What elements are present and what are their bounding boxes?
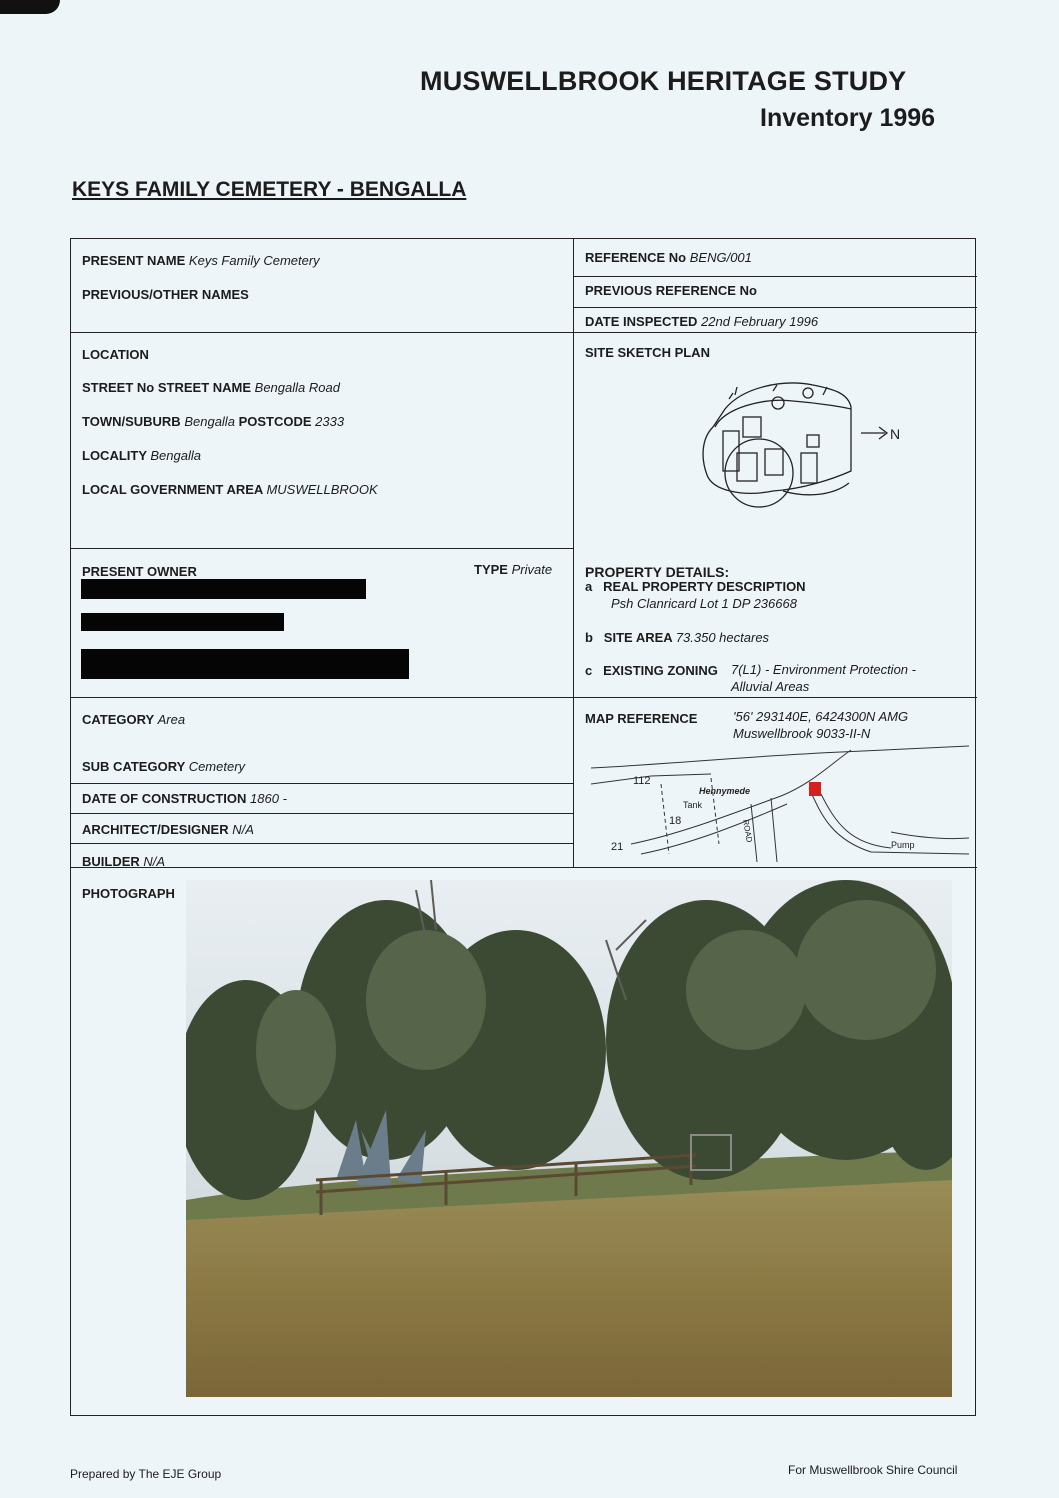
prop-b-letter: b <box>585 630 593 645</box>
map-site-marker <box>809 782 821 796</box>
locality-value: Bengalla <box>150 448 201 463</box>
map-label-18: 18 <box>669 815 682 827</box>
builder-value: N/A <box>143 854 166 869</box>
architect-value: N/A <box>232 822 254 837</box>
prepared-by: Prepared by The EJE Group <box>70 1467 222 1481</box>
builder-field <box>82 854 165 869</box>
category-value: Area <box>157 712 186 727</box>
type-value: Private <box>511 562 553 577</box>
row-divider <box>71 548 573 549</box>
map-label-tank: Tank <box>683 800 703 810</box>
date-inspected-value: 22nd February 1996 <box>701 314 819 329</box>
builder-label: BUILDER <box>82 854 140 869</box>
street-no-label: STREET No <box>82 380 155 395</box>
date-inspected-label: DATE INSPECTED <box>585 314 698 329</box>
locality-label: LOCALITY <box>82 448 147 463</box>
date-inspected-field <box>585 314 818 329</box>
town-value: Bengalla <box>184 414 235 429</box>
street-name-value: Bengalla Road <box>254 380 340 395</box>
map-label-pump: Pump <box>891 840 915 850</box>
town-field <box>82 414 344 429</box>
category-label: CATEGORY <box>82 712 154 727</box>
prop-c-label: EXISTING ZONING <box>603 663 718 678</box>
locality-field <box>82 448 201 463</box>
street-field <box>82 380 340 395</box>
redaction-bar <box>81 579 366 599</box>
site-sketch-plan <box>683 379 913 519</box>
row-divider <box>71 867 977 868</box>
reference-field <box>585 250 752 265</box>
postcode-label: POSTCODE <box>238 414 312 429</box>
map-ref-label: MAP REFERENCE <box>585 711 698 726</box>
map-label-road: ROAD <box>741 818 754 844</box>
type-field <box>474 562 552 577</box>
north-arrow-label: N <box>890 426 901 442</box>
property-label: PROPERTY DETAILS: <box>585 564 730 580</box>
architect-label: ARCHITECT/DESIGNER <box>82 822 229 837</box>
lga-value: MUSWELLBROOK <box>266 482 378 497</box>
prop-c-value-line1: 7(L1) - Environment Protection - <box>731 662 916 677</box>
prop-c-field <box>585 663 718 678</box>
construction-label: DATE OF CONSTRUCTION <box>82 791 247 806</box>
row-divider <box>573 307 977 308</box>
construction-field <box>82 791 287 806</box>
present-name-value: Keys Family Cemetery <box>188 253 320 268</box>
subcategory-label: SUB CATEGORY <box>82 759 186 774</box>
row-divider <box>71 783 573 784</box>
postcode-value: 2333 <box>315 414 345 429</box>
prop-a-field <box>585 579 806 594</box>
row-divider <box>71 843 573 844</box>
map-label-hennymede: Hennymede <box>699 786 751 796</box>
subcategory-value: Cemetery <box>188 759 246 774</box>
prop-b-field <box>585 630 769 645</box>
owner-label: PRESENT OWNER <box>82 564 197 579</box>
prop-a-letter: a <box>585 579 593 594</box>
inventory-title: Inventory 1996 <box>760 104 936 132</box>
map-label-21: 21 <box>611 841 624 853</box>
prev-reference-label: PREVIOUS REFERENCE No <box>585 283 757 298</box>
architect-field <box>82 822 254 837</box>
scan-corner-mark <box>0 0 60 14</box>
row-divider <box>573 276 977 277</box>
reference-value: BENG/001 <box>689 250 752 265</box>
prop-a-label: REAL PROPERTY DESCRIPTION <box>603 579 806 594</box>
construction-value: 1860 - <box>250 791 287 806</box>
row-divider <box>71 332 977 333</box>
town-label: TOWN/SUBURB <box>82 414 181 429</box>
map-ref-value-line1: '56' 293140E, 6424300N AMG <box>733 709 909 724</box>
row-divider <box>71 813 573 814</box>
reference-label: REFERENCE No <box>585 250 687 265</box>
study-title: MUSWELLBROOK HERITAGE STUDY <box>420 66 907 96</box>
present-name-label: PRESENT NAME <box>82 253 186 268</box>
row-divider <box>71 697 977 698</box>
prop-b-label: SITE AREA <box>603 630 673 645</box>
prop-a-value: Psh Clanricard Lot 1 DP 236668 <box>611 596 797 611</box>
previous-names-label: PREVIOUS/OTHER NAMES <box>82 287 249 302</box>
prop-c-value-line2: Alluvial Areas <box>731 679 810 694</box>
lga-label: LOCAL GOVERNMENT AREA <box>82 482 263 497</box>
map-label-112: 112 <box>633 775 651 787</box>
lga-field <box>82 482 378 497</box>
street-name-label: STREET NAME <box>157 380 252 395</box>
map-ref-value-line2: Muswellbrook 9033-II-N <box>733 726 871 741</box>
map-extract <box>591 744 969 864</box>
prop-b-value: 73.350 hectares <box>675 630 770 645</box>
photograph-label: PHOTOGRAPH <box>82 886 175 901</box>
site-heading: KEYS FAMILY CEMETERY - BENGALLA <box>72 178 467 201</box>
sketch-label: SITE SKETCH PLAN <box>585 345 710 360</box>
redaction-bar <box>81 649 409 679</box>
location-label: LOCATION <box>82 347 149 362</box>
type-label: TYPE <box>474 562 508 577</box>
present-name-field <box>82 253 320 268</box>
category-field <box>82 712 185 727</box>
redaction-bar <box>81 613 284 631</box>
prop-c-letter: c <box>585 663 593 678</box>
for-council: For Muswellbrook Shire Council <box>788 1463 958 1477</box>
site-photograph <box>186 880 952 1397</box>
subcategory-field <box>82 759 245 774</box>
column-divider <box>573 239 574 867</box>
